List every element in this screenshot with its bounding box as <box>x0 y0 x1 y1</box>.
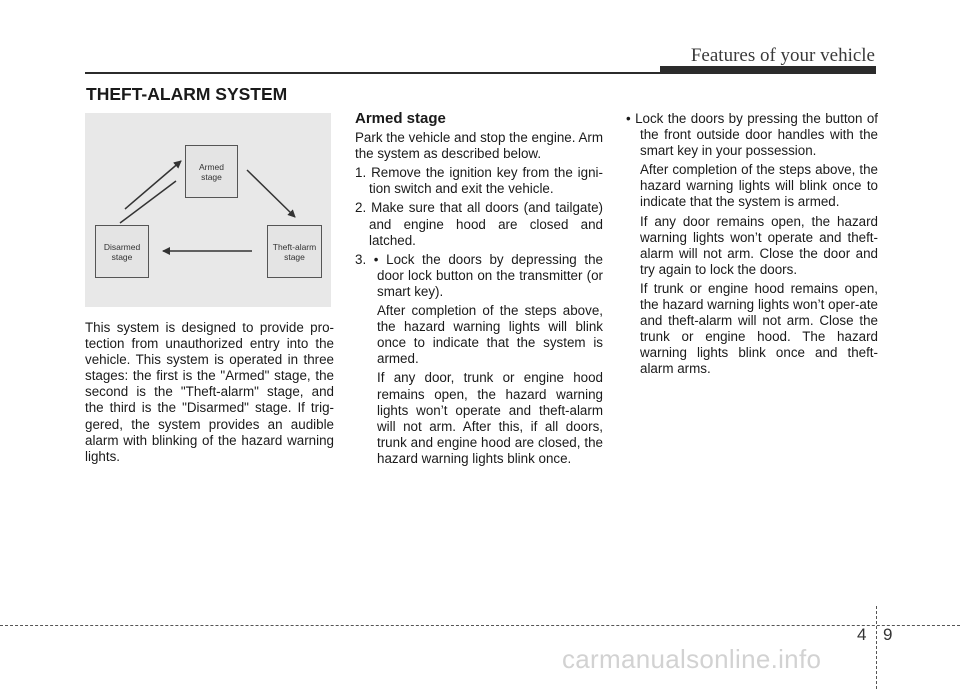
footer-dashed-divider <box>876 606 877 689</box>
column-3 <box>626 111 878 381</box>
armed-stage-box: Armed stage <box>185 145 238 198</box>
arrow-armed-to-disarmed <box>120 181 176 223</box>
theft-alarm-stage-box: Theft-alarm stage <box>267 225 322 278</box>
watermark: carmanualsonline.info <box>562 644 822 674</box>
step-2: 2. Make sure that all doors (and tailgate) and engine hood are closed and latched. <box>355 200 603 248</box>
step-3-note-1: After completion of the steps above, the hazard warning lights will blink once to indicate that the system is armed. <box>377 303 603 367</box>
footer-dashed-rule <box>0 625 960 626</box>
armed-stage-heading: Armed stage <box>355 110 446 127</box>
arrow-armed-to-theft <box>247 170 295 217</box>
header-rule-thick <box>660 66 876 74</box>
step-3: 3. • Lock the doors by depressing the door lock button on the transmitter (or smart key). <box>355 251 603 299</box>
header-rule-thin <box>85 72 660 74</box>
step-3-note-2: If any door, trunk or engine hood remains open, the hazard warning lights won’t operate and theft-alarm will not arm. After this, if all doors, trunk and engine hood are closed, the hazard warning lights blink once. <box>377 370 603 466</box>
stage-diagram <box>85 113 331 307</box>
arrow-disarmed-to-armed <box>125 161 181 209</box>
page-number: 9 <box>883 625 893 644</box>
smart-key-note-2: If any door remains open, the hazard warning lights won’t operate and theft-alarm will not arm. Close the door and try again to lock the doors. <box>640 213 878 277</box>
smart-key-note-1: After completion of the steps above, the hazard warning lights will blink once to indicate that the system is armed. <box>640 162 878 210</box>
armed-intro: Park the vehicle and stop the engine. Arm the system as described below. <box>355 130 603 162</box>
column-1 <box>85 320 334 468</box>
smart-key-note-3: If trunk or engine hood remains open, the hazard warning lights won’t oper-ate and theft-alarm will not arm. Close the trunk or engine hood. The hazard warning lights blink once and theft-alarm arms. <box>640 280 878 377</box>
disarmed-stage-box: Disarmed stage <box>95 225 149 278</box>
step-1: 1. Remove the ignition key from the igni-tion switch and exit the vehicle. <box>355 165 603 197</box>
intro-paragraph: This system is designed to provide pro-tection from unauthorized entry into the vehicle. This system is operated in three stages: the first is the "Armed" stage, the second is the "Theft-alarm" stage, and the third is the "Disarmed" stage. If trig-gered, the system provides an audible alarm with blinking of the hazard warning lights. <box>85 320 334 464</box>
header-title: Features of your vehicle <box>690 45 875 66</box>
column-2 <box>355 111 603 470</box>
section-title: THEFT-ALARM SYSTEM <box>86 84 288 104</box>
smart-key-bullet: • Lock the doors by pressing the button of the front outside door handles with the smart key in your possession. <box>626 111 878 159</box>
chapter-number: 4 <box>857 625 867 644</box>
